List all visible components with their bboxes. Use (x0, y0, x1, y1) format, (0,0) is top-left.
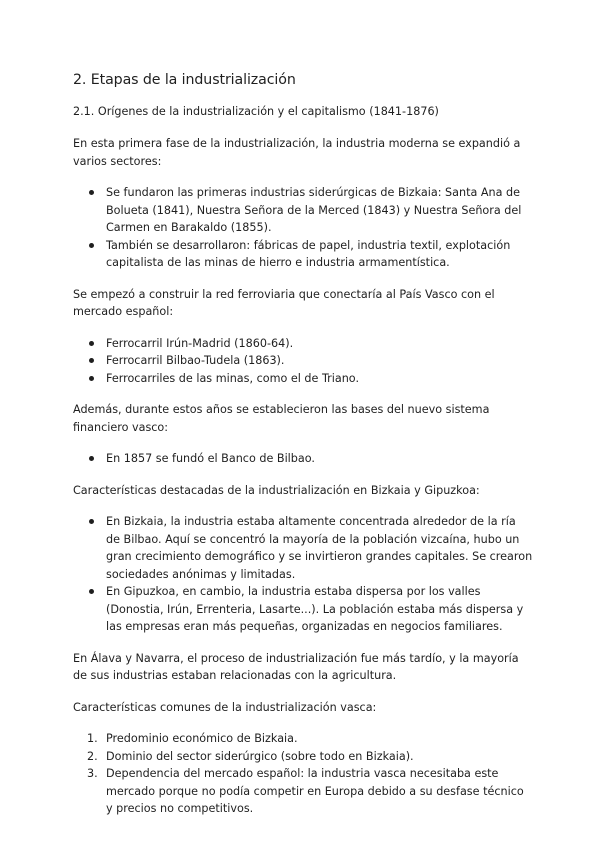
railway-paragraph: Se empezó a construir la red ferroviaria que conectaría al País Vasco con el mercado español: (73, 287, 495, 318)
list-item (73, 765, 533, 818)
list-item-text: En Bizkaia, la industria estaba altamente concentrada alrededor de la ría de Bilbao. Aquí se concentró la mayoría de la población vizcaína, hubo un gran crecimiento demográfico y se invirtieron grandes capitales. Se crearon sociedades anónimas y limitadas. (106, 515, 533, 581)
subsection-title: 2.1. Orígenes de la industrialización y el capitalismo (1841-1876) (73, 105, 439, 118)
list-item (73, 352, 533, 370)
finance-list (73, 450, 533, 468)
list-number: 2. (87, 749, 98, 763)
list-item (73, 730, 533, 748)
list-item-text: Se fundaron las primeras industrias siderúrgicas de Bizkaia: Santa Ana de Bolueta (1841), Nuestra Señora de la Merced (1843) y Nuestra Señora del Carmen en Barakaldo (1855). (106, 186, 522, 234)
bullet-icon (89, 358, 94, 363)
list-item-text: En 1857 se fundó el Banco de Bilbao. (106, 452, 315, 465)
list-item (73, 450, 533, 468)
bullet-icon (89, 190, 94, 195)
features-paragraph: Características destacadas de la industrialización en Bizkaia y Gipuzkoa: (73, 483, 480, 497)
list-item-text: También se desarrollaron: fábricas de papel, industria textil, explotación capitalista de las minas de hierro e industria armamentística. (106, 238, 511, 269)
list-item-text: Predominio económico de Bizkaia. (106, 732, 298, 745)
list-item-text: Dominio del sector siderúrgico (sobre todo en Bizkaia). (106, 749, 414, 763)
list-item (73, 335, 533, 353)
railways-list (73, 335, 533, 388)
list-item (73, 370, 533, 388)
list-item-text: Ferrocarril Bilbao-Tudela (1863). (106, 354, 285, 367)
alava-navarra-paragraph: En Álava y Navarra, el proceso de industrialización fue más tardío, y la mayoría de sus industrias estaban relacionadas con la agricultura. (73, 651, 519, 682)
list-item-text: Dependencia del mercado español: la industria vasca necesitaba este mercado porque no podía competir en Europa debido a su desfase técnico y precios no competitivos. (106, 767, 524, 815)
common-list (73, 730, 533, 818)
features-list (73, 513, 533, 636)
list-item-text: Ferrocarriles de las minas, como el de Triano. (106, 371, 360, 385)
bullet-icon (89, 243, 94, 248)
list-item-text: Ferrocarril Irún-Madrid (1860-64). (106, 336, 294, 350)
common-paragraph: Características comunes de la industrialización vasca: (73, 700, 377, 714)
section-title: 2. Etapas de la industrialización (73, 72, 296, 88)
list-item (73, 184, 533, 237)
intro-paragraph: En esta primera fase de la industrialización, la industria moderna se expandió a varios sectores: (73, 137, 521, 168)
finance-paragraph: Además, durante estos años se establecieron las bases del nuevo sistema financiero vasco: (73, 403, 490, 434)
bullet-icon (89, 456, 94, 461)
list-item-text: En Gipuzkoa, en cambio, la industria estaba dispersa por los valles (Donostia, Irún, Errenteria, Lasarte...). La población estaba más dispersa y las empresas eran más pequeñas, organizadas en negocios familiares. (106, 585, 524, 633)
bullet-icon (89, 341, 94, 346)
document-body (73, 70, 533, 832)
list-item (73, 237, 533, 272)
list-number: 1. (87, 732, 98, 745)
bullet-icon (89, 376, 94, 381)
bullet-icon (89, 589, 94, 594)
list-item (73, 748, 533, 766)
sectors-list (73, 184, 533, 272)
list-number: 3. (87, 767, 98, 780)
list-item (73, 513, 533, 583)
list-item (73, 583, 533, 636)
bullet-icon (89, 519, 94, 524)
